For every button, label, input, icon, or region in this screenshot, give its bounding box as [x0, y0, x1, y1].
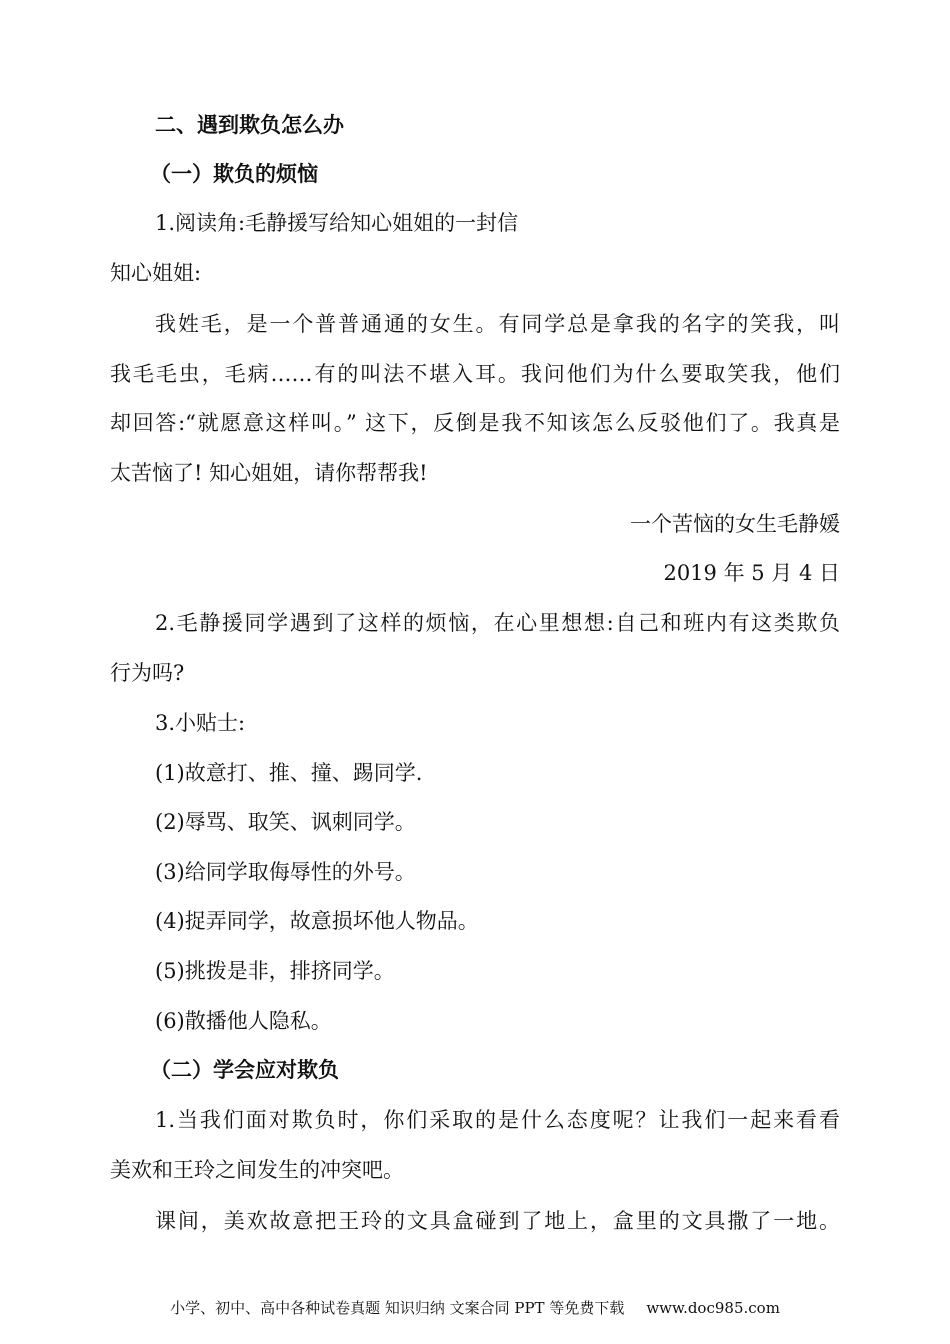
footer-url[interactable]: www.doc985.com	[646, 1299, 780, 1317]
tip-item: (6)散播他人隐私。	[155, 1009, 332, 1033]
footer-text: 小学、初中、高中各种试卷真题 知识归纳 文案合同 PPT 等免费下载	[170, 1299, 625, 1317]
subsection-heading-2: （二）学会应对欺负	[150, 1058, 339, 1082]
letter-date: 2019 年 5 月 4 日	[663, 561, 840, 585]
tip-item: (1)故意打、推、撞、踢同学.	[155, 761, 423, 785]
letter-body-line: 太苦恼了! 知心姐姐，请你帮帮我!	[110, 461, 428, 485]
tip-item: (2)辱骂、取笑、讽刺同学。	[155, 810, 416, 834]
subsection-heading-1: （一）欺负的烦恼	[150, 162, 318, 186]
section2-item-1: 1.当我们面对欺负时，你们采取的是什么态度呢？让我们一起来看看	[155, 1108, 840, 1132]
section2-item-1-cont: 美欢和王玲之间发生的冲突吧。	[110, 1158, 404, 1182]
section-heading: 二、遇到欺负怎么办	[155, 113, 344, 137]
page-footer	[0, 1298, 950, 1318]
letter-signature: 一个苦恼的女生毛静媛	[630, 512, 840, 536]
tip-item: (4)捉弄同学，故意损坏他人物品。	[155, 909, 479, 933]
section2-paragraph: 课间，美欢故意把王玲的文具盒碰到了地上，盒里的文具撒了一地。	[155, 1209, 840, 1233]
tip-item: (5)挑拨是非，排挤同学。	[155, 959, 395, 983]
tips-heading: 3.小贴士:	[155, 711, 246, 735]
question-item-2-cont: 行为吗?	[110, 661, 185, 685]
question-item-2: 2.毛静援同学遇到了这样的烦恼，在心里想想:自己和班内有这类欺负	[155, 611, 840, 635]
letter-body-line: 我毛毛虫，毛病……有的叫法不堪入耳。我问他们为什么要取笑我，他们	[110, 362, 840, 386]
letter-salutation: 知心姐姐:	[110, 261, 202, 285]
letter-body-line: 我姓毛，是一个普普通通的女生。有同学总是拿我的名字的笑我，叫	[155, 312, 840, 336]
letter-body-line: 却回答:“就愿意这样叫。” 这下，反倒是我不知该怎么反驳他们了。我真是	[110, 411, 840, 435]
tip-item: (3)给同学取侮辱性的外号。	[155, 860, 416, 884]
reading-item-1: 1.阅读角:毛静援写给知心姐姐的一封信	[155, 211, 519, 235]
